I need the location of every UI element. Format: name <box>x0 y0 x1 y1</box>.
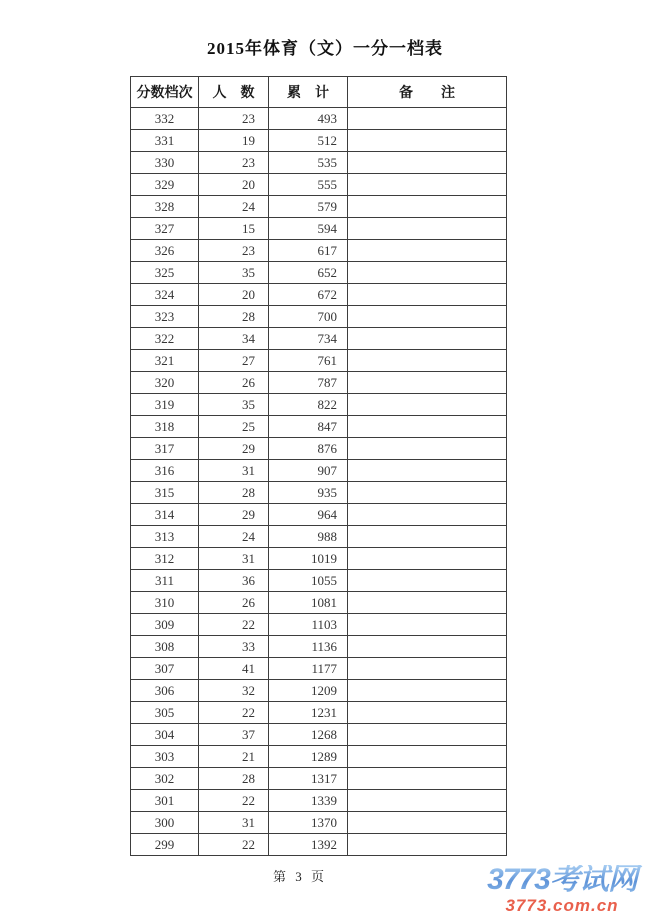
table-row <box>131 680 507 702</box>
count-cell: 35 <box>199 394 269 416</box>
score-level-cell: 326 <box>131 240 199 262</box>
watermark <box>476 865 648 914</box>
score-level-cell: 313 <box>131 526 199 548</box>
score-level-cell: 319 <box>131 394 199 416</box>
table-row <box>131 306 507 328</box>
cumulative-cell: 493 <box>269 108 348 130</box>
count-cell: 19 <box>199 130 269 152</box>
table-row <box>131 438 507 460</box>
count-cell: 34 <box>199 328 269 350</box>
score-level-cell: 317 <box>131 438 199 460</box>
score-level-cell: 320 <box>131 372 199 394</box>
count-cell: 26 <box>199 592 269 614</box>
score-level-cell: 323 <box>131 306 199 328</box>
cumulative-cell: 787 <box>269 372 348 394</box>
table-row <box>131 152 507 174</box>
score-level-cell: 327 <box>131 218 199 240</box>
cumulative-cell: 617 <box>269 240 348 262</box>
cumulative-cell: 1081 <box>269 592 348 614</box>
count-cell: 22 <box>199 702 269 724</box>
page-title: 2015年体育（文）一分一档表 <box>207 39 443 58</box>
table-row <box>131 724 507 746</box>
score-level-cell: 316 <box>131 460 199 482</box>
score-level-cell: 302 <box>131 768 199 790</box>
score-level-cell: 324 <box>131 284 199 306</box>
remarks-cell <box>348 680 507 702</box>
table-row <box>131 504 507 526</box>
cumulative-cell: 1231 <box>269 702 348 724</box>
score-level-cell: 332 <box>131 108 199 130</box>
col-header-remarks: 备 注 <box>348 77 507 108</box>
remarks-cell <box>348 658 507 680</box>
table-row <box>131 328 507 350</box>
score-level-cell: 301 <box>131 790 199 812</box>
remarks-cell <box>348 614 507 636</box>
remarks-cell <box>348 130 507 152</box>
remarks-cell <box>348 196 507 218</box>
remarks-cell <box>348 262 507 284</box>
count-cell: 32 <box>199 680 269 702</box>
cumulative-cell: 964 <box>269 504 348 526</box>
count-cell: 37 <box>199 724 269 746</box>
score-level-cell: 305 <box>131 702 199 724</box>
cumulative-cell: 1370 <box>269 812 348 834</box>
cumulative-cell: 734 <box>269 328 348 350</box>
remarks-cell <box>348 394 507 416</box>
remarks-cell <box>348 372 507 394</box>
remarks-cell <box>348 768 507 790</box>
remarks-cell <box>348 350 507 372</box>
table-row <box>131 812 507 834</box>
remarks-cell <box>348 526 507 548</box>
score-level-cell: 307 <box>131 658 199 680</box>
cumulative-cell: 1177 <box>269 658 348 680</box>
cumulative-cell: 672 <box>269 284 348 306</box>
cumulative-cell: 935 <box>269 482 348 504</box>
count-cell: 24 <box>199 196 269 218</box>
count-cell: 29 <box>199 438 269 460</box>
cumulative-cell: 907 <box>269 460 348 482</box>
cumulative-cell: 847 <box>269 416 348 438</box>
score-level-cell: 321 <box>131 350 199 372</box>
header-row <box>131 77 507 108</box>
remarks-cell <box>348 702 507 724</box>
remarks-cell <box>348 570 507 592</box>
score-level-cell: 314 <box>131 504 199 526</box>
count-cell: 22 <box>199 790 269 812</box>
score-level-cell: 318 <box>131 416 199 438</box>
remarks-cell <box>348 812 507 834</box>
score-level-cell: 300 <box>131 812 199 834</box>
score-level-cell: 308 <box>131 636 199 658</box>
table-row <box>131 834 507 856</box>
score-level-cell: 315 <box>131 482 199 504</box>
cumulative-cell: 1209 <box>269 680 348 702</box>
count-cell: 20 <box>199 284 269 306</box>
score-level-cell: 312 <box>131 548 199 570</box>
remarks-cell <box>348 108 507 130</box>
table-row <box>131 350 507 372</box>
count-cell: 27 <box>199 350 269 372</box>
remarks-cell <box>348 790 507 812</box>
table-row <box>131 262 507 284</box>
cumulative-cell: 988 <box>269 526 348 548</box>
table-row <box>131 548 507 570</box>
remarks-cell <box>348 174 507 196</box>
table-row <box>131 372 507 394</box>
table-row <box>131 394 507 416</box>
table-row <box>131 570 507 592</box>
cumulative-cell: 579 <box>269 196 348 218</box>
watermark-site-name: 3773考试网 <box>476 865 648 895</box>
count-cell: 23 <box>199 152 269 174</box>
remarks-cell <box>348 504 507 526</box>
count-cell: 35 <box>199 262 269 284</box>
remarks-cell <box>348 592 507 614</box>
remarks-cell <box>348 746 507 768</box>
remarks-cell <box>348 724 507 746</box>
cumulative-cell: 822 <box>269 394 348 416</box>
score-level-cell: 299 <box>131 834 199 856</box>
remarks-cell <box>348 416 507 438</box>
cumulative-cell: 1339 <box>269 790 348 812</box>
remarks-cell <box>348 218 507 240</box>
remarks-cell <box>348 548 507 570</box>
count-cell: 23 <box>199 108 269 130</box>
table-row <box>131 130 507 152</box>
table-row <box>131 108 507 130</box>
table-row <box>131 614 507 636</box>
cumulative-cell: 512 <box>269 130 348 152</box>
remarks-cell <box>348 460 507 482</box>
remarks-cell <box>348 636 507 658</box>
cumulative-cell: 1289 <box>269 746 348 768</box>
count-cell: 28 <box>199 768 269 790</box>
count-cell: 21 <box>199 746 269 768</box>
table-row <box>131 658 507 680</box>
count-cell: 28 <box>199 306 269 328</box>
table-row <box>131 218 507 240</box>
count-cell: 23 <box>199 240 269 262</box>
score-level-cell: 331 <box>131 130 199 152</box>
table-body <box>131 108 507 856</box>
table-row <box>131 240 507 262</box>
cumulative-cell: 1103 <box>269 614 348 636</box>
table-row <box>131 636 507 658</box>
cumulative-cell: 652 <box>269 262 348 284</box>
score-level-cell: 329 <box>131 174 199 196</box>
count-cell: 29 <box>199 504 269 526</box>
cumulative-cell: 594 <box>269 218 348 240</box>
page-number: 第 3 页 <box>272 869 327 884</box>
count-cell: 41 <box>199 658 269 680</box>
cumulative-cell: 1268 <box>269 724 348 746</box>
col-header-count: 人 数 <box>199 77 269 108</box>
score-table <box>130 76 507 856</box>
cumulative-cell: 555 <box>269 174 348 196</box>
count-cell: 15 <box>199 218 269 240</box>
table-row <box>131 460 507 482</box>
cumulative-cell: 1055 <box>269 570 348 592</box>
table-row <box>131 196 507 218</box>
cumulative-cell: 1317 <box>269 768 348 790</box>
cumulative-cell: 700 <box>269 306 348 328</box>
table-row <box>131 174 507 196</box>
score-level-cell: 325 <box>131 262 199 284</box>
cumulative-cell: 1136 <box>269 636 348 658</box>
score-level-cell: 310 <box>131 592 199 614</box>
count-cell: 28 <box>199 482 269 504</box>
score-level-cell: 303 <box>131 746 199 768</box>
count-cell: 31 <box>199 548 269 570</box>
score-level-cell: 328 <box>131 196 199 218</box>
count-cell: 25 <box>199 416 269 438</box>
cumulative-cell: 1019 <box>269 548 348 570</box>
remarks-cell <box>348 306 507 328</box>
table-row <box>131 768 507 790</box>
table-row <box>131 416 507 438</box>
col-header-cumulative: 累 计 <box>269 77 348 108</box>
score-level-cell: 322 <box>131 328 199 350</box>
cumulative-cell: 1392 <box>269 834 348 856</box>
count-cell: 20 <box>199 174 269 196</box>
watermark-site-url: 3773.com.cn <box>505 896 619 915</box>
count-cell: 24 <box>199 526 269 548</box>
table-row <box>131 526 507 548</box>
count-cell: 31 <box>199 460 269 482</box>
cumulative-cell: 535 <box>269 152 348 174</box>
remarks-cell <box>348 152 507 174</box>
table-row <box>131 790 507 812</box>
score-level-cell: 306 <box>131 680 199 702</box>
cumulative-cell: 761 <box>269 350 348 372</box>
count-cell: 22 <box>199 834 269 856</box>
count-cell: 22 <box>199 614 269 636</box>
col-header-score-level: 分数档次 <box>131 77 199 108</box>
remarks-cell <box>348 438 507 460</box>
table-row <box>131 592 507 614</box>
cumulative-cell: 876 <box>269 438 348 460</box>
remarks-cell <box>348 328 507 350</box>
score-level-cell: 311 <box>131 570 199 592</box>
remarks-cell <box>348 482 507 504</box>
count-cell: 26 <box>199 372 269 394</box>
table-row <box>131 284 507 306</box>
table-row <box>131 746 507 768</box>
remarks-cell <box>348 284 507 306</box>
score-level-cell: 309 <box>131 614 199 636</box>
table-row <box>131 702 507 724</box>
remarks-cell <box>348 834 507 856</box>
count-cell: 33 <box>199 636 269 658</box>
score-level-cell: 330 <box>131 152 199 174</box>
count-cell: 31 <box>199 812 269 834</box>
score-level-cell: 304 <box>131 724 199 746</box>
count-cell: 36 <box>199 570 269 592</box>
table-row <box>131 482 507 504</box>
remarks-cell <box>348 240 507 262</box>
